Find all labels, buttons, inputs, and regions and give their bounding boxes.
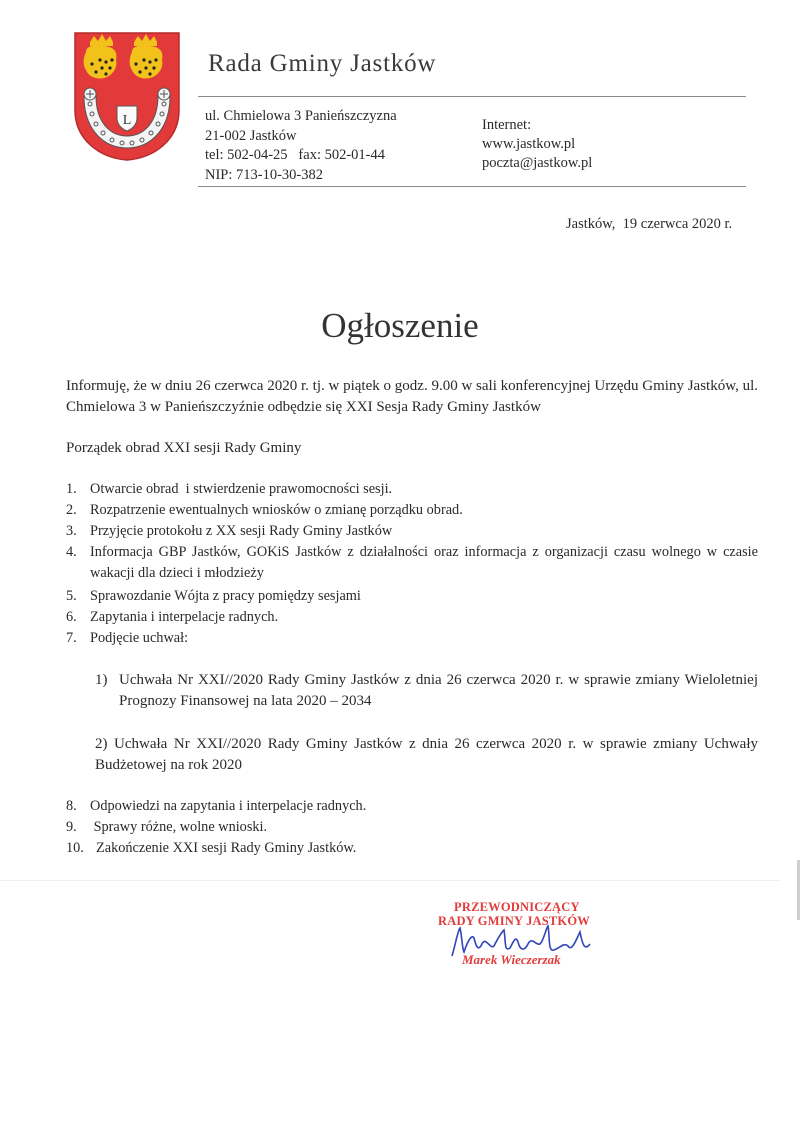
resolution-text: Uchwała Nr XXI//2020 Rady Gminy Jastków z dnia 26 czerwca 2020 r. w sprawie zmiany Wieloletniej Prognozy Finansowej na lata 2020 – 2034 xyxy=(119,672,758,709)
scan-artifact-line xyxy=(0,880,780,881)
item-number: 5. xyxy=(66,588,77,604)
resolution-item xyxy=(95,670,758,712)
resolution-number: 2) xyxy=(95,736,108,752)
item-text: Zakończenie XXI sesji Rady Gminy Jastków. xyxy=(96,840,357,856)
email-link[interactable]: poczta@jastkow.pl xyxy=(482,155,593,171)
item-number: 2. xyxy=(66,502,77,518)
contact-label: Internet: xyxy=(482,117,532,133)
address-phone-fax: tel: 502-04-25 fax: 502-01-44 xyxy=(205,147,386,163)
item-text: Przyjęcie protokołu z XX sesji Rady Gminy Jastków xyxy=(90,523,393,539)
chairman-stamp xyxy=(430,900,600,972)
address-block xyxy=(205,107,397,185)
item-text: Zapytania i interpelacje radnych. xyxy=(90,609,279,625)
resolution-item xyxy=(95,734,758,776)
document-date: Jastków, 19 czerwca 2020 r. xyxy=(566,216,733,232)
item-number: 10. xyxy=(66,840,84,856)
resolution-text: Uchwała Nr XXI//2020 Rady Gminy Jastków z dnia 26 czerwca 2020 r. w sprawie zmiany Uchwały Budżetowej na rok 2020 xyxy=(95,736,758,773)
document-title: Ogłoszenie xyxy=(321,306,479,345)
item-text: Odpowiedzi na zapytania i interpelacje radnych. xyxy=(90,798,367,814)
item-text: Sprawy różne, wolne wnioski. xyxy=(90,819,268,835)
website-link[interactable]: www.jastkow.pl xyxy=(482,136,576,152)
address-street: ul. Chmielowa 3 Panieńszczyzna xyxy=(205,108,397,124)
organization-title: Rada Gminy Jastków xyxy=(208,50,437,77)
agenda-heading: Porządek obrad XXI sesji Rady Gminy xyxy=(66,440,302,456)
item-text: Podjęcie uchwał: xyxy=(90,630,189,646)
item-text: Sprawozdanie Wójta z pracy pomiędzy sesjami xyxy=(90,588,361,604)
header-divider-bottom xyxy=(198,186,746,187)
resolution-number: 1) xyxy=(95,672,108,688)
item-number: 3. xyxy=(66,523,77,539)
contact-block xyxy=(482,116,592,173)
svg-text:L: L xyxy=(122,113,132,128)
item-number: 9. xyxy=(66,819,77,835)
item-number: 7. xyxy=(66,630,77,646)
address-postal: 21-002 Jastków xyxy=(205,127,297,144)
item-text: Informacja GBP Jastków, GOKiS Jastków z działalności oraz informacja z organizacji czasu wolnego w czasie wakacji dla dzieci i młodzieży xyxy=(90,544,758,581)
item-number: 4. xyxy=(66,544,77,560)
coat-of-arms-logo xyxy=(72,30,182,162)
stamp-name: Marek Wieczerzak xyxy=(462,952,561,967)
stamp-council: RADY GMINY JASTKÓW xyxy=(438,914,590,928)
item-text: Rozpatrzenie ewentualnych wniosków o zmianę porządku obrad. xyxy=(90,502,463,518)
header-divider-top xyxy=(198,96,746,97)
address-nip: NIP: 713-10-30-382 xyxy=(205,166,324,183)
item-number: 1. xyxy=(66,481,77,497)
item-text: Otwarcie obrad i stwierdzenie prawomocności sesji. xyxy=(90,481,393,497)
stamp-title: PRZEWODNICZĄCY xyxy=(454,900,580,914)
intro-paragraph: Informuję, że w dniu 26 czerwca 2020 r. tj. w piątek o godz. 9.00 w sali konferencyjnej Urzędu Gminy Jastków, ul. Chmielowa 3 w Panieńszczyźnie odbędzie się XXI Sesja Rady Gminy Jastków xyxy=(66,378,758,415)
item-number: 6. xyxy=(66,609,77,625)
item-number: 8. xyxy=(66,798,77,814)
